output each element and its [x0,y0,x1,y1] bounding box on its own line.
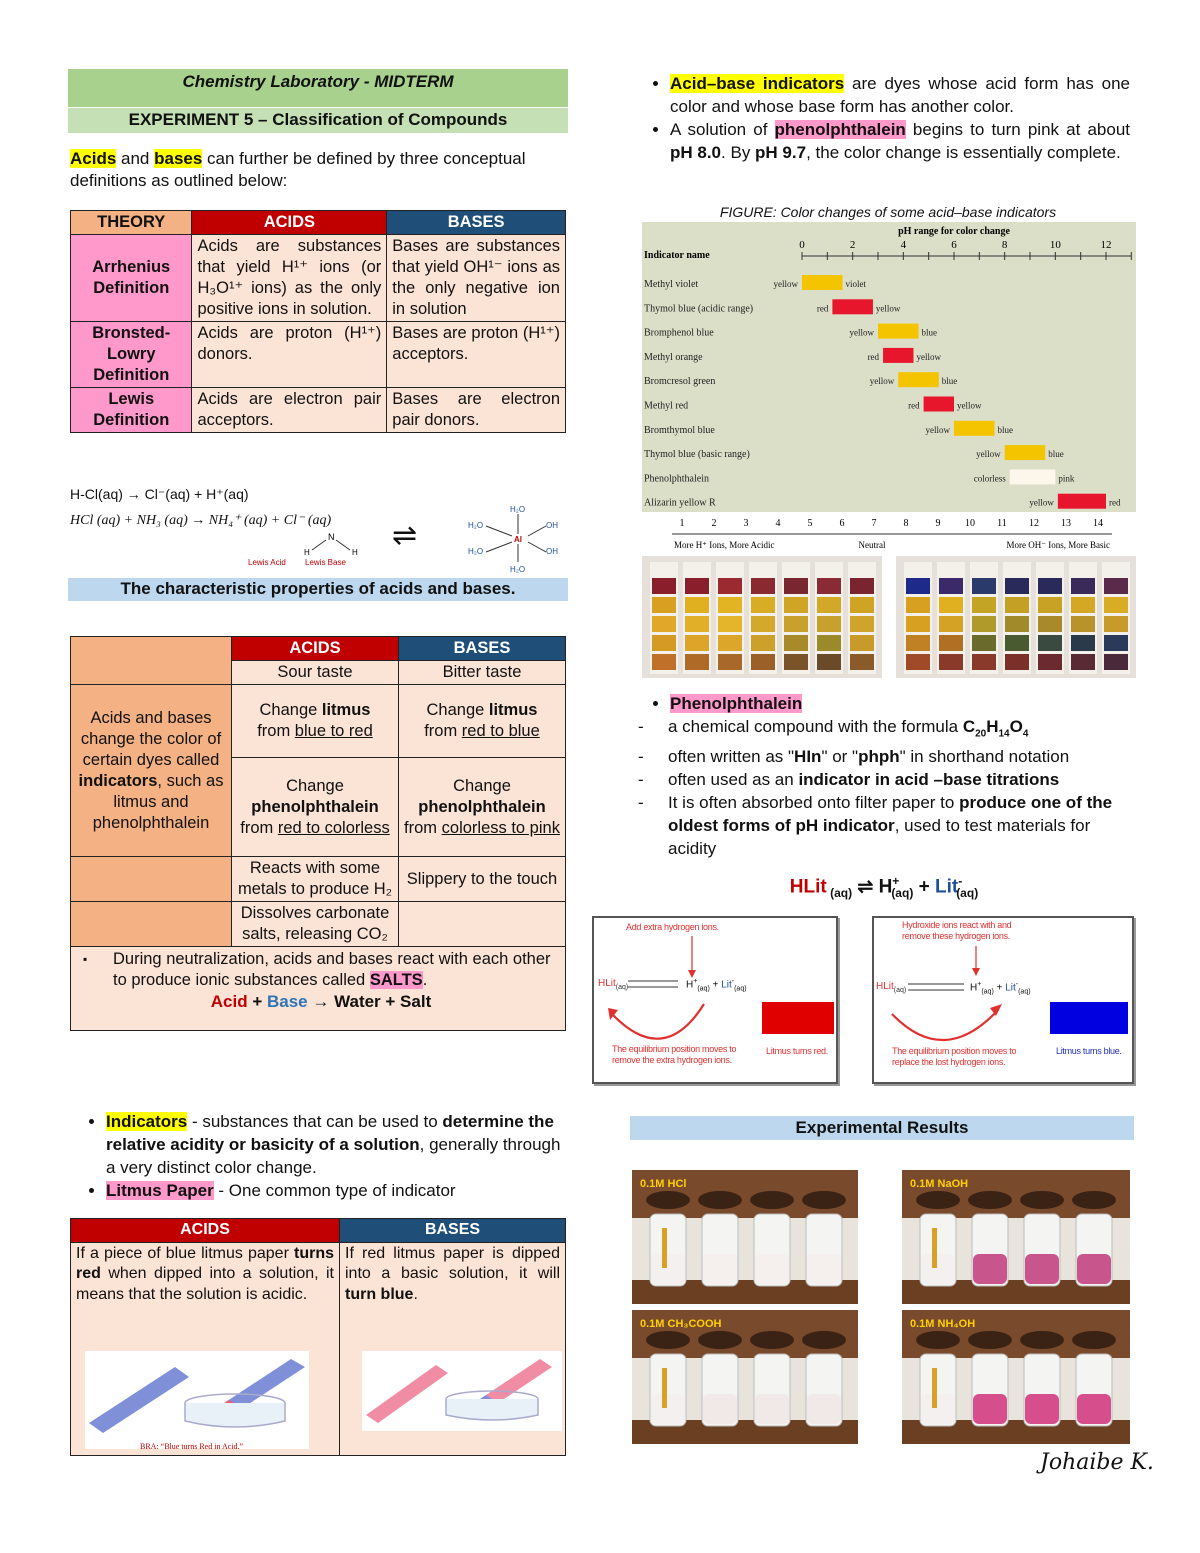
indicator-from-color: red [816,303,829,314]
base-litmus-cell: Change litmus from red to blue [399,685,566,758]
phenolphthalein-formula: - a chemical compound with the formula $C_{20}H_{14}O_4$ [634,715,1134,745]
theory-table [70,210,566,433]
bottom-ph-label: 13 [1061,518,1071,529]
result-photo-ch3cooh: 0.1M CH₃COOH [632,1310,858,1444]
bottom-ph-label: 6 [839,518,845,529]
theory-base-cell: Bases are substances that yield OH¹⁻ ions as the only negative ion in solution [387,235,566,322]
phenolphthalein-notation: - often written as "HIn" or "phph" in shorthand notation [634,745,1134,768]
litmus-strip-blue-icon [362,1351,562,1431]
base-phenolphthalein-cell: Change phenolphthalein from colorless to pink [399,758,566,857]
svg-text:H₂O: H₂O [468,521,484,530]
rack-hole [698,1191,742,1209]
acids-header: ACIDS [192,211,387,235]
ph-strip-in-tube [662,1368,667,1408]
ph-color-pad [817,635,841,651]
acid-litmus-cell: Change litmus from blue to red [232,685,399,758]
props-empty-cell [71,857,232,902]
ph-strip-in-tube [932,1228,937,1268]
ph-color-pad [1104,654,1128,670]
ammonia-structure-icon [300,528,370,556]
ph-color-pad [1071,597,1095,613]
theory-acid-cell: Acids are electron pair acceptors. [192,388,387,433]
phenolphthalein-use: - often used as an indicator in acid –base titrations [634,768,1134,791]
ph-color-pad [906,616,930,632]
ph-color-pad [1005,654,1029,670]
rack-hole [802,1331,846,1349]
indicator-range-bar [802,275,843,290]
theory-header: THEORY [71,211,192,235]
test-tubes-icon [632,1170,858,1304]
hlit-equation: HLit $_{(aq)}$ ⇌ $H^+_{(aq)} + Lit^-_{(aq)}$ [789,874,979,901]
result-photo-nh4oh: 0.1M NH₄OH [902,1310,1130,1444]
indicator-to-color: blue [941,376,958,387]
test-tube-liquid [703,1254,737,1284]
ph-scale-svg [642,512,1136,554]
bottom-ph-label: 14 [1093,518,1103,529]
indicator-range-bar [1058,494,1106,509]
ph-color-pad [784,597,808,613]
indicators-definition: • Indicators - substances that can be used to determine the relative acidity or basicity of a solution, generally through a very distinct color change. [106,1110,566,1179]
indicator-from-color: yellow [849,327,874,338]
test-tubes-icon [902,1170,1130,1304]
ph-color-pad [972,578,996,594]
signature: Johaibe K. [1040,1450,1154,1475]
ph-paper-icon [642,556,882,678]
indicator-range-bar [1005,445,1046,460]
ph-paper-photo-1 [642,556,882,678]
ph-color-pad [751,616,775,632]
ph-color-pad [1104,578,1128,594]
result-photo-hcl: 0.1M HCl [632,1170,858,1304]
bases-header: BASES [387,211,566,235]
ph-color-pad [939,597,963,613]
ph-color-pad [1071,578,1095,594]
indicator-to-color: yellow [957,400,982,411]
ph-color-pad [784,635,808,651]
indicator-to-color: blue [1048,449,1064,460]
litmus-table [70,1218,566,1456]
litmus-red-diagram: Add extra hydrogen ions. HLit$_{(aq)}$ $H^+_{(aq)} + Lit^-_{(aq)}$ The equilibrium position moves to remove the extra hydrogen ions. Litmus turns red. [592,916,838,1084]
rack-hole [1072,1331,1116,1349]
litmus-strip-red-icon [85,1351,309,1449]
test-tube-liquid [921,1254,955,1284]
svg-text:OH: OH [546,521,558,530]
indicator-name: Methyl violet [644,279,699,290]
indicator-range-bar [883,348,913,363]
ph-color-pad [784,616,808,632]
indicator-range-bar [832,299,873,314]
props-acids-header: ACIDS [232,637,399,661]
ph-color-pad [1005,635,1029,651]
test-tube-liquid [1025,1254,1059,1284]
props-empty-cell [71,902,232,947]
bottom-ph-label: 11 [997,518,1007,529]
theory-base-cell: Bases are proton (H¹⁺) acceptors. [387,322,566,388]
ph-color-pad [850,654,874,670]
indicator-from-color: yellow [1029,497,1054,508]
indicator-from-color: red [908,400,920,411]
ph-color-pad [751,635,775,651]
indicator-to-color: blue [921,327,938,338]
rack-hole [750,1191,794,1209]
header-course: Chemistry Laboratory - MIDTERM [68,69,568,107]
ph-tick-label: 2 [849,239,856,251]
ph-color-pad [685,597,709,613]
bottom-ph-label: 12 [1029,518,1039,529]
indicator-range-bar [878,324,919,339]
svg-text:N: N [328,532,335,542]
indicator-name-header: Indicator name [644,250,710,261]
indicator-from-color: yellow [773,279,798,289]
theory-name: Lewis Definition [71,388,192,433]
ph-color-pad [1005,578,1029,594]
indicator-from-color: red [867,351,880,362]
ph-color-pad [1104,635,1128,651]
theory-name: Arrhenius Definition [71,235,192,322]
ph-color-pad [784,578,808,594]
indicator-name: Bromthymol blue [644,424,715,436]
ph-color-pad [1038,654,1062,670]
base-taste: Bitter taste [399,661,566,685]
base-slippery-cell: Slippery to the touch [399,857,566,902]
ph-color-pad [751,597,775,613]
test-tube-liquid [651,1394,685,1424]
ph-color-pad [939,654,963,670]
ph-color-pad [652,597,676,613]
indicator-to-color: violet [845,279,867,289]
ph-paper-icon [896,556,1136,678]
neutral-label: Neutral [858,540,886,550]
props-bases-header: BASES [399,637,566,661]
bottom-ph-label: 2 [711,518,717,529]
ph-color-pad [652,635,676,651]
equilibrium-arrow-icon: ⇌ [392,519,418,552]
acid-taste: Sour taste [232,661,399,685]
ph-tick-label: 12 [1100,239,1112,251]
rack-hole [968,1331,1012,1349]
basic-label: More OH⁻ Ions, More Basic [1006,540,1110,550]
acid-carbonate-cell: Dissolves carbonate salts, releasing CO₂ [232,902,399,947]
indicator-from-color: yellow [925,424,950,435]
ph-color-pad [685,654,709,670]
ph-color-pad [817,578,841,594]
ph-paper-photo-2 [896,556,1136,678]
ph-color-pad [850,578,874,594]
test-tube-liquid [755,1394,789,1424]
ph-strip-in-tube [662,1228,667,1268]
rack-hole [646,1191,690,1209]
ph-color-pad [906,654,930,670]
ph-color-pad [817,654,841,670]
theory-name: Bronsted-Lowry Definition [71,322,192,388]
indicator-bullets [634,72,1130,164]
indicators-list [70,1110,566,1202]
bottom-ph-label: 1 [679,518,685,529]
ph-tick-label: 4 [900,239,907,251]
ph-color-pad [817,616,841,632]
indicator-to-color: yellow [875,303,901,314]
ph-color-pad [718,616,742,632]
ph-color-pad [685,578,709,594]
theory-base-cell: Bases are electron pair donors. [387,388,566,433]
litmus-bases-header: BASES [340,1219,566,1243]
test-tubes-icon [632,1310,858,1444]
ph-color-pad [906,635,930,651]
ph-color-pad [1038,616,1062,632]
ph-color-pad [1005,597,1029,613]
rack-hole [916,1191,960,1209]
svg-text:OH: OH [546,547,558,556]
ph-color-pad [718,597,742,613]
litmus-acids-header: ACIDS [71,1219,340,1243]
bottom-ph-label: 9 [935,518,941,529]
indicator-to-color: red [1109,497,1121,508]
litmus-blue-diagram: Hydroxide ions react with and remove these hydrogen ions. HLit$_{(aq)}$ $H^+_{(aq)} + Lit^-_{(aq)}$ The equilibrium position moves to replace the lost hydrogen ions. Litmus turns blue. [872,916,1134,1084]
acid-base-indicator-definition: • Acid–base indicators are dyes whose acid form has one color and whose base form has another color. [670,72,1130,118]
litmus-acid-illustration: BRA: “Blue turns Red in Acid.” [85,1351,309,1449]
equation-1: H-Cl(aq) → Cl⁻(aq) + H⁺(aq) [70,486,249,502]
ph-color-pad [1071,654,1095,670]
ph-color-pad [850,597,874,613]
indicator-range-bar [898,372,939,387]
acid-metal-cell: Reacts with some metals to produce H₂ [232,857,399,902]
indicator-name: Bromphenol blue [644,327,714,339]
ph-color-pad [1104,616,1128,632]
ph-tick-label: 0 [799,239,805,251]
litmus-base-cell: If red litmus paper is dipped into a basic solution, it will turn blue. [340,1242,566,1455]
litmus-acid-cell: If a piece of blue litmus paper turns red when dipped into a solution, it means that the solution is acidic. BRA: “Blue turns Red in Acid.” [71,1242,340,1455]
test-tubes-icon [902,1310,1130,1444]
theory-acid-cell: Acids are substances that yield H¹⁺ ions (or H₃O¹⁺ ions) as the only positive ions in solution. [192,235,387,322]
props-empty-cell [71,637,232,685]
indicator-name: Bromcresol green [644,376,716,388]
ph-color-pad [817,597,841,613]
indicator-range-bar [924,397,954,412]
phenolphthalein-section [634,692,1134,860]
rack-hole [1020,1331,1064,1349]
ph-color-pad [1038,578,1062,594]
ph-color-pad [972,616,996,632]
rack-hole [968,1191,1012,1209]
ph-color-pad [972,635,996,651]
ph-range-label: pH range for color change [898,226,1010,237]
properties-title: The characteristic properties of acids and bases. [68,578,568,601]
test-tube-liquid [755,1254,789,1284]
rack-hole [646,1331,690,1349]
indicator-name: Thymol blue (basic range) [644,449,750,461]
theory-acid-cell: Acids are proton (H¹⁺) donors. [192,322,387,388]
intro-paragraph: Acids and bases can further be defined by three conceptual definitions as outlined below: [70,149,526,190]
ph-color-pad [850,635,874,651]
indicator-name: Methyl red [644,400,689,412]
rack-hole [802,1191,846,1209]
test-tube-liquid [921,1394,955,1424]
test-tube-liquid [1077,1254,1111,1284]
bottom-ph-label: 10 [965,518,975,529]
rack-hole [698,1331,742,1349]
phenolphthalein-title: • Phenolphthalein [670,692,1134,715]
neutralization-equation: Acid + Base → Water + Salt [210,992,432,1011]
ph-color-pad [718,654,742,670]
bottom-ph-label: 5 [807,518,813,529]
lewis-base-label: Lewis Base [305,558,346,567]
indicator-from-color: yellow [869,376,895,387]
phenolphthalein-paper: - It is often absorbed onto filter paper to produce one of the oldest forms of pH indicator, used to test materials for acidity [634,791,1134,860]
ph-color-pad [685,616,709,632]
indicator-name: Thymol blue (acidic range) [644,303,754,315]
ph-color-pad [1038,597,1062,613]
square-bullet-icon: ▪ [83,952,88,966]
ph-color-pad [939,578,963,594]
test-tube-liquid [973,1394,1007,1424]
acid-phenolphthalein-cell: Change phenolphthalein from red to colorless [232,758,399,857]
equation-2: HCl (aq) + NH₃ (aq) → NH₄⁺ (aq) + Cl⁻ (aq) [70,513,332,528]
ph-color-pad [652,578,676,594]
litmus-base-illustration [362,1351,562,1431]
ph-color-pad [972,654,996,670]
rack-hole [916,1331,960,1349]
ph-tick-label: 8 [1001,239,1008,251]
ph-color-pad [939,635,963,651]
svg-text:H₂O: H₂O [510,565,526,574]
result-photo-naoh: 0.1M NaOH [902,1170,1130,1304]
svg-text:H: H [304,548,310,556]
experimental-results-title: Experimental Results [630,1116,1134,1140]
test-tube-liquid [1077,1394,1111,1424]
ph-color-pad [1071,635,1095,651]
test-tube-liquid [807,1254,841,1284]
figure-caption: FIGURE: Color changes of some acid–base indicators [719,204,1057,220]
svg-text:Al: Al [514,535,522,544]
header-experiment: EXPERIMENT 5 – Classification of Compounds [68,108,568,133]
test-tube-liquid [807,1394,841,1424]
indicator-to-color: blue [997,424,1014,435]
indicator-name: Phenolphthalein [644,473,709,485]
test-tube-liquid [973,1254,1007,1284]
ph-color-pad [939,616,963,632]
phenolphthalein-ph-note: • A solution of phenolphthalein begins to turn pink at about pH 8.0. By pH 9.7, the color change is essentially complete. [670,118,1130,164]
rack-hole [750,1331,794,1349]
ph-tick-label: 6 [951,239,957,251]
ph-color-pad [718,635,742,651]
lewis-acid-label: Lewis Acid [248,558,286,567]
test-tube-liquid [651,1254,685,1284]
indicator-name: Methyl orange [644,351,703,363]
litmus-definition: • Litmus Paper - One common type of indicator [106,1179,566,1202]
bottom-ph-label: 4 [775,518,781,529]
indicator-from-color: colorless [973,473,1006,484]
svg-text:H₂O: H₂O [510,505,526,514]
bottom-ph-label: 8 [903,518,909,529]
ph-color-pad [906,597,930,613]
bottom-ph-label: 7 [871,518,877,529]
ph-color-pad [718,578,742,594]
ph-color-pad [1104,597,1128,613]
ph-color-pad [906,578,930,594]
indicator-chart-svg [642,222,1136,512]
indicator-name: Alizarin yellow R [644,497,716,509]
indicator-to-color: pink [1058,473,1075,484]
ph-color-pad [784,654,808,670]
ph-color-pad [685,635,709,651]
neutralization-cell: ▪ During neutralization, acids and bases react with each other to produce ionic substances called SALTS. Acid + Base → Water + Salt [71,947,566,1031]
ph-color-pad [850,616,874,632]
indicator-description: Acids and bases change the color of certain dyes called indicators, such as litmus and phenolphthalein [71,685,232,857]
ph-color-pad [652,654,676,670]
ph-tick-label: 10 [1049,239,1061,251]
acidic-label: More H⁺ Ions, More Acidic [674,540,775,550]
ph-color-pad [751,578,775,594]
indicator-from-color: yellow [976,449,1001,460]
aluminum-complex-icon [468,504,568,574]
ph-color-pad [652,616,676,632]
ph-color-pad [1005,616,1029,632]
chart-bottom-scale [642,512,1136,554]
rack-hole [1072,1191,1116,1209]
ph-strip-in-tube [932,1368,937,1408]
indicator-range-bar [1010,469,1056,484]
ph-color-pad [1071,616,1095,632]
indicator-to-color: yellow [916,351,941,362]
svg-text:H₂O: H₂O [468,547,484,556]
indicator-chart [642,222,1136,512]
rack-hole [1020,1191,1064,1209]
svg-text:H: H [352,548,358,556]
test-tube-liquid [703,1394,737,1424]
indicator-range-bar [954,421,995,436]
ph-color-pad [751,654,775,670]
test-tube-liquid [1025,1394,1059,1424]
props-empty-cell [399,902,566,947]
properties-table [70,636,566,1031]
bottom-ph-label: 3 [743,518,749,529]
ph-color-pad [1038,635,1062,651]
ph-color-pad [972,597,996,613]
